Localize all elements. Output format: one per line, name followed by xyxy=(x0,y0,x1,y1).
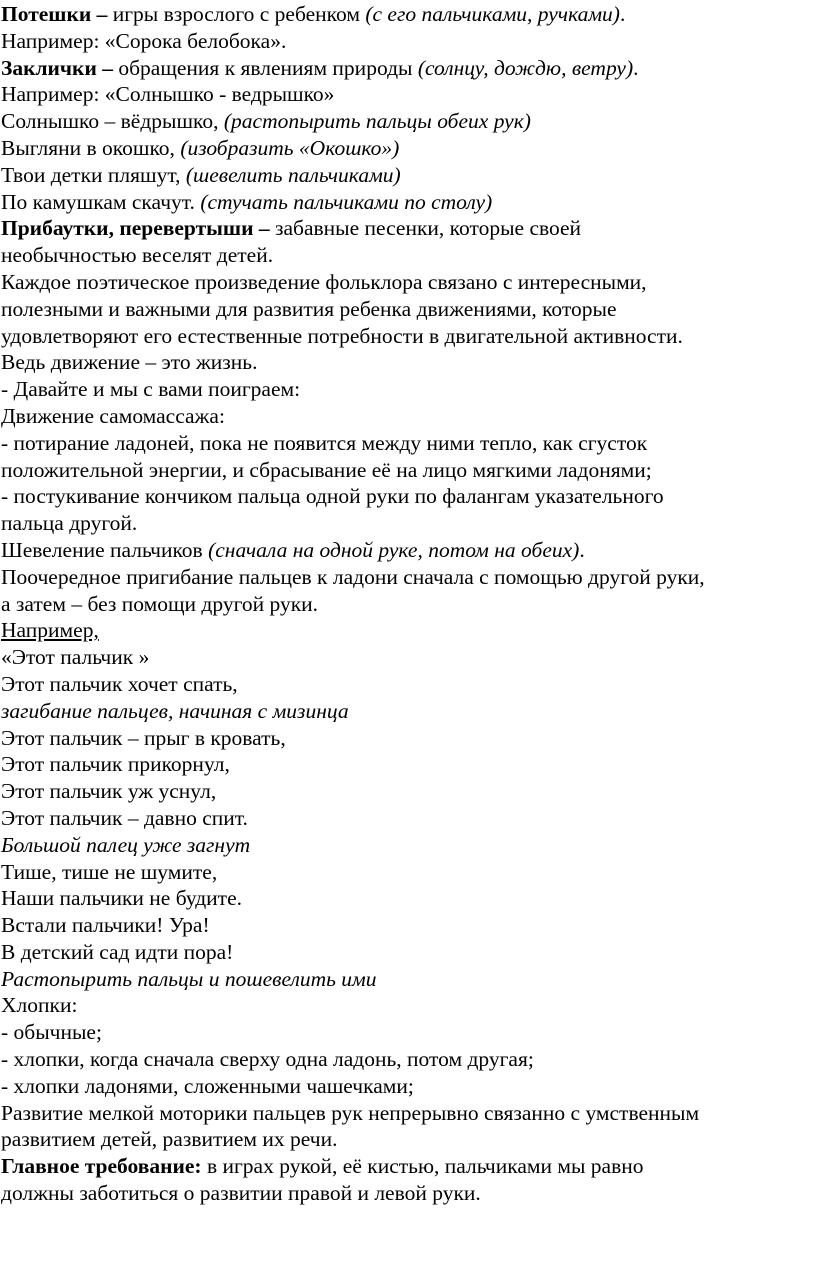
text-line xyxy=(1,992,816,1019)
italic-run: (солнцу, дождю, ветру) xyxy=(417,55,634,80)
text-line xyxy=(1,1073,816,1100)
text-line xyxy=(1,457,816,484)
bold-run: Главное требование: xyxy=(1,1154,202,1179)
text-run: Солнышко – вёдрышко, xyxy=(1,109,224,134)
italic-run: загибание пальцев, начиная с мизинца xyxy=(1,698,349,723)
text-line xyxy=(1,1180,816,1207)
bold-run: Потешки – xyxy=(1,2,108,26)
text-line xyxy=(1,1153,816,1180)
italic-run: (растопырить пальцы обеих рук) xyxy=(223,109,531,134)
bold-run: Прибаутки, перевертыши – xyxy=(1,216,270,241)
text-run: - Давайте и мы с вами поиграем: xyxy=(1,377,301,402)
text-run: полезными и важными для развития ребенка движениями, которые xyxy=(1,296,617,321)
text-line xyxy=(1,162,816,189)
text-run: Например: «Сорока белобока». xyxy=(1,28,287,53)
text-line xyxy=(1,912,816,939)
text-run: Поочередное пригибание пальцев к ладони сначала с помощью другой руки, xyxy=(1,564,705,589)
text-run: Наши пальчики не будите. xyxy=(1,886,242,911)
text-run: Этот пальчик прикорнул, xyxy=(1,752,230,777)
text-run: - обычные; xyxy=(1,1020,102,1045)
text-line xyxy=(1,751,816,778)
text-line xyxy=(1,1046,816,1073)
text-line xyxy=(1,28,816,55)
text-line xyxy=(1,805,816,832)
text-run: - хлопки ладонями, сложенными чашечками; xyxy=(1,1073,414,1098)
italic-run: (шевелить пальчиками) xyxy=(185,162,401,187)
text-line xyxy=(1,189,816,216)
text-run: Движение самомассажа: xyxy=(1,403,225,428)
text-run: «Этот пальчик » xyxy=(1,645,150,670)
text-line xyxy=(1,698,816,725)
text-line xyxy=(1,1100,816,1127)
italic-run: Растопырить пальцы и пошевелить ими xyxy=(1,966,377,991)
text-run: пальца другой. xyxy=(1,511,138,536)
text-line xyxy=(1,349,816,376)
text-line xyxy=(1,81,816,108)
underlined-run: Например, xyxy=(1,618,99,643)
text-run: . xyxy=(579,537,585,562)
text-line xyxy=(1,1,816,28)
text-run: Этот пальчик хочет спать, xyxy=(1,671,238,696)
text-line xyxy=(1,269,816,296)
text-run: Тише, тише не шумите, xyxy=(1,859,218,884)
italic-run: (изобразить «Окошко») xyxy=(180,135,400,160)
text-run: - потирание ладоней, пока не появится между ними тепло, как сгусток xyxy=(1,430,648,455)
text-line xyxy=(1,725,816,752)
text-line xyxy=(1,135,816,162)
text-run: Развитие мелкой моторики пальцев рук непрерывно связанно с умственным xyxy=(1,1100,700,1125)
text-run: . xyxy=(619,2,626,26)
text-run: Твои детки пляшут, xyxy=(1,162,186,187)
text-line xyxy=(1,644,816,671)
text-run: игры взрослого с ребенком xyxy=(107,2,366,26)
text-run: положительной энергии, и сбрасывание её на лицо мягкими ладонями; xyxy=(1,457,652,482)
text-line xyxy=(1,832,816,859)
text-run: а затем – без помощи другой руки. xyxy=(1,591,319,616)
text-run: Выгляни в окошко, xyxy=(1,135,181,160)
text-line xyxy=(1,403,816,430)
text-run: развитием детей, развитием их речи. xyxy=(1,1127,338,1152)
text-run: Этот пальчик – давно спит. xyxy=(1,805,248,830)
text-line xyxy=(1,242,816,269)
text-line xyxy=(1,859,816,886)
text-run: в играх рукой, её кистью, пальчиками мы равно xyxy=(201,1154,644,1179)
text-run: Хлопки: xyxy=(1,993,78,1018)
text-run: Например: «Солнышко - ведрышко» xyxy=(1,82,335,107)
text-line xyxy=(1,483,816,510)
text-line xyxy=(1,671,816,698)
text-run: По камушкам скачут. xyxy=(1,189,201,214)
text-line xyxy=(1,296,816,323)
text-run: - постукивание кончиком пальца одной руки по фалангам указательного xyxy=(1,484,664,509)
bold-run: Заклички – xyxy=(1,55,113,80)
text-run: должны заботиться о развитии правой и левой руки. xyxy=(1,1181,481,1206)
text-run: удовлетворяют его естественные потребности в двигательной активности. xyxy=(1,323,683,348)
text-run: забавные песенки, которые своей xyxy=(269,216,582,241)
text-run: - хлопки, когда сначала сверху одна ладонь, потом другая; xyxy=(1,1047,534,1072)
italic-run: Большой палец уже загнут xyxy=(1,832,251,857)
text-run: Этот пальчик – прыг в кровать, xyxy=(1,725,286,750)
text-line xyxy=(1,591,816,618)
text-run: Встали пальчики! Ура! xyxy=(1,913,210,938)
italic-run: (сначала на одной руке, потом на обеих) xyxy=(208,537,580,562)
text-run: Каждое поэтическое произведение фольклора связано с интересными, xyxy=(1,269,647,294)
text-run: Ведь движение – это жизнь. xyxy=(1,350,258,375)
text-line xyxy=(1,1019,816,1046)
text-line xyxy=(1,55,816,82)
text-run: необычностью веселят детей. xyxy=(1,243,274,268)
text-run: обращения к явлениям природы xyxy=(112,55,418,80)
text-line xyxy=(1,510,816,537)
text-line xyxy=(1,966,816,993)
text-line xyxy=(1,939,816,966)
text-line xyxy=(1,885,816,912)
text-run: Этот пальчик уж уснул, xyxy=(1,779,217,804)
text-run: . xyxy=(633,55,639,80)
italic-run: (стучать пальчиками по столу) xyxy=(200,189,493,214)
text-line xyxy=(1,215,816,242)
text-line xyxy=(1,108,816,135)
text-line xyxy=(1,564,816,591)
text-line xyxy=(1,430,816,457)
text-line xyxy=(1,1126,816,1153)
text-run: Шевеление пальчиков xyxy=(1,537,209,562)
text-line xyxy=(1,778,816,805)
text-line xyxy=(1,537,816,564)
italic-run: (с его пальчиками, ручками) xyxy=(365,2,620,26)
text-run: В детский сад идти пора! xyxy=(1,939,234,964)
text-line xyxy=(1,617,816,644)
text-line xyxy=(1,376,816,403)
text-line xyxy=(1,323,816,350)
